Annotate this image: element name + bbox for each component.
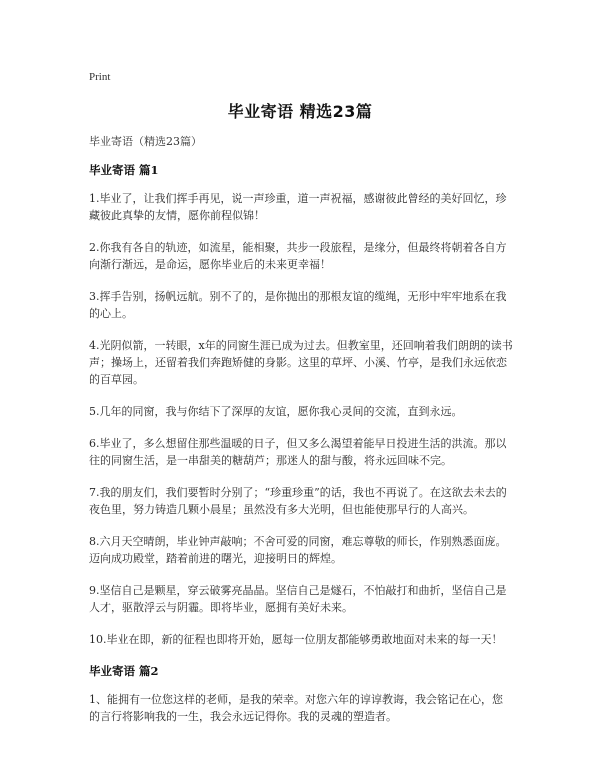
section-2 bbox=[89, 663, 513, 725]
section-heading: 毕业寄语 篇1 bbox=[89, 163, 159, 177]
paragraph: 1.毕业了，让我们挥手再见，说一声珍重，道一声祝福，感谢彼此曾经的美好回忆，珍藏彼此真挚的友情，愿你前程似锦！ bbox=[89, 192, 507, 222]
paragraph: 8.六月天空晴朗，毕业钟声敲响；不舍可爱的同窗，难忘尊敬的师长，作别熟悉面庞。迈向成功殿堂，踏着前进的曙光，迎接明日的辉煌。 bbox=[89, 535, 507, 565]
paragraph: 6.毕业了，多么想留住那些温暖的日子，但又多么渴望着能早日投进生活的洪流。那以往的同窗生活，是一串甜美的糖葫芦；那迷人的甜与酸，将永远回味不完。 bbox=[89, 437, 507, 467]
document-body bbox=[89, 134, 513, 737]
paragraph: 1、能拥有一位您这样的老师，是我的荣幸。对您六年的谆谆教诲，我会铭记在心，您的言行将影响我的一生，我会永远记得你。我的灵魂的塑造者。 bbox=[89, 693, 503, 723]
section-heading: 毕业寄语 篇2 bbox=[89, 664, 159, 678]
document-subtitle: 毕业寄语（精选23篇） bbox=[89, 135, 202, 148]
print-label: Print bbox=[89, 71, 111, 83]
page-title: 毕业寄语 精选23篇 bbox=[227, 102, 373, 121]
paragraph: 5.几年的同窗，我与你结下了深厚的友谊，愿你我心灵间的交流，直到永远。 bbox=[89, 405, 463, 418]
paragraph: 3.挥手告别，扬帆远航。别不了的，是你抛出的那根友谊的缆绳，无形中牢牢地系在我的心上。 bbox=[89, 290, 507, 320]
paragraph: 4.光阴似箭，一转眼，x年的同窗生涯已成为过去。但教室里，还回响着我们朗朗的读书声；操场上，还留着我们奔跑矫健的身影。这里的草坪、小溪、竹亭，是我们永远依恋的百草园。 bbox=[89, 339, 513, 386]
section-1 bbox=[89, 162, 513, 648]
paragraph: 7.我的朋友们，我们要暂时分别了；“珍重珍重”的话，我也不再说了。在这欲去未去的夜色里，努力铸造几颗小晨星；虽然没有多大光明，但也能使那早行的人高兴。 bbox=[89, 486, 507, 516]
paragraph: 2.你我有各自的轨迹，如流星，能相聚，共步一段旅程，是缘分，但最终将朝着各自方向渐行渐远，是命运，愿你毕业后的未来更幸福！ bbox=[89, 241, 507, 271]
paragraph: 9.坚信自己是颗星，穿云破雾亮晶晶。坚信自己是燧石，不怕敲打和曲折，坚信自己是人才，驱散浮云与阴霾。即将毕业，愿拥有美好未来。 bbox=[89, 584, 507, 614]
paragraph: 10.毕业在即，新的征程也即将开始，愿每一位朋友都能够勇敢地面对未来的每一天！ bbox=[89, 633, 503, 646]
